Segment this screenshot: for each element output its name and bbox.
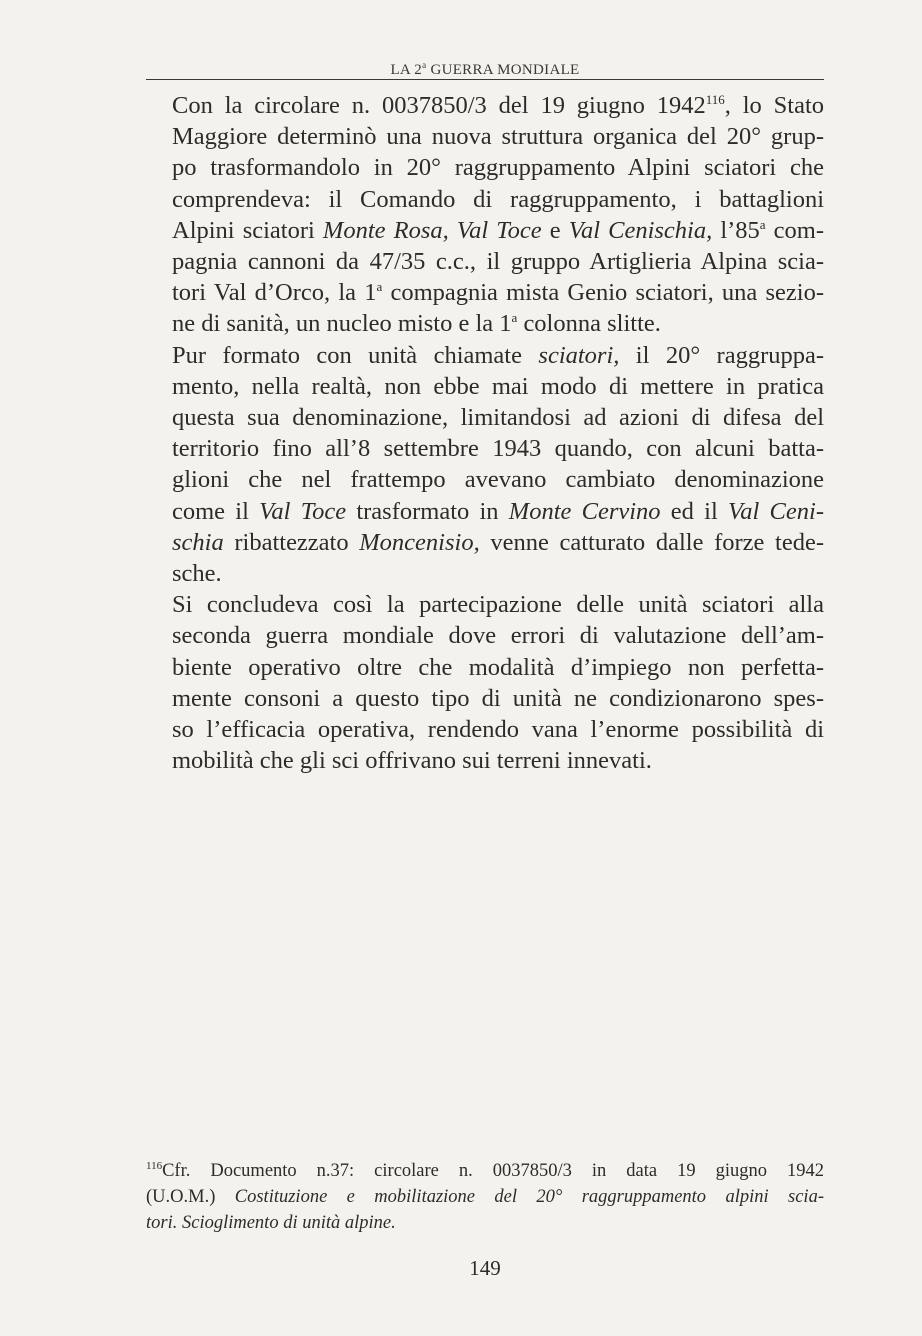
italic-run: Costituzione e mobilitazione del 20° raggruppamento alpini scia-: [234, 1187, 824, 1207]
text-run: venne catturato dalle forze tede-: [479, 528, 824, 556]
text-run: ribattezzato: [223, 528, 360, 556]
text-run: colonna slitte.: [517, 310, 661, 338]
ordinal-sup: a: [759, 216, 766, 232]
text-run: ed il: [660, 497, 728, 525]
text-line: po trasformandolo in 20° raggruppamento Alpini sciatori che: [172, 154, 824, 182]
text-line: sche.: [172, 560, 222, 588]
paragraph-1: [146, 90, 824, 340]
running-head: [146, 60, 824, 79]
text-line: [146, 340, 824, 371]
text-run: com-: [765, 216, 825, 244]
running-head-sup: a: [422, 60, 427, 70]
text-run: ne di sanità, un nucleo misto e la 1: [172, 310, 512, 338]
text-run: come il: [172, 497, 260, 525]
italic-run: Val Toce: [456, 216, 542, 244]
running-head-pre: LA 2: [390, 62, 423, 78]
paragraph-2: [146, 340, 824, 590]
italic-run: Val Ceni-: [728, 497, 824, 525]
italic-run: tori. Scioglimento di unità alpine.: [146, 1213, 396, 1233]
text-run: , lo Stato: [724, 92, 825, 119]
text-line: [146, 277, 824, 308]
text-line: territorio fino all’8 settembre 1943 quando, con alcuni batta-: [172, 435, 824, 463]
paragraph-3: [146, 589, 824, 776]
text-line: seconda guerra mondiale dove errori di valutazione dell’am-: [172, 622, 824, 650]
text-line: Maggiore determinò una nuova struttura organica del 20° grup-: [172, 123, 824, 151]
text-run: tori Val d’Orco, la 1: [172, 279, 377, 307]
footnote-line: [146, 1158, 824, 1184]
italic-run: Val Toce: [259, 497, 347, 525]
text-line: pagnia cannoni da 47/35 c.c., il gruppo Artiglieria Alpina scia-: [172, 248, 824, 276]
text-line: comprendeva: il Comando di raggruppamento, i battaglioni: [172, 185, 824, 213]
text-run: Cfr. Documento n.37: circolare n. 0037850/3 in data 19 giugno 1942: [162, 1161, 824, 1181]
text-run: (U.O.M.): [146, 1187, 235, 1207]
italic-run: schia: [172, 528, 224, 556]
italic-run: Monte Rosa,: [322, 216, 449, 244]
text-run: trasformato in: [346, 497, 509, 525]
italic-run: Moncenisio,: [359, 528, 480, 556]
footnote-line: [146, 1210, 824, 1236]
body-text: [146, 90, 824, 776]
text-run: [449, 217, 457, 244]
italic-run: Monte Cervino: [508, 497, 661, 525]
ordinal-sup: a: [511, 310, 518, 326]
footnote-line: [146, 1184, 824, 1210]
text-line: Si concludeva così la partecipazione delle unità sciatori alla: [172, 591, 824, 619]
running-head-post: GUERRA MONDIALE: [426, 62, 580, 78]
text-line: questa sua denominazione, limitandosi ad azioni di difesa del: [172, 404, 824, 432]
italic-run: Val Cenischia,: [568, 216, 713, 244]
text-line: [146, 90, 824, 121]
footnote-number: 116: [146, 1159, 163, 1172]
footnote-ref: 116: [705, 91, 725, 107]
text-line: [146, 527, 824, 558]
italic-run: sciatori,: [538, 341, 620, 369]
text-run: e: [541, 216, 569, 244]
text-run: Con la circolare n. 0037850/3 del 19 giugno 1942: [172, 92, 706, 119]
text-line: [146, 215, 824, 246]
footnote: [146, 1158, 824, 1236]
text-run: il 20° raggruppa-: [619, 341, 825, 369]
text-line: biente operativo oltre che modalità d’impiego non perfetta-: [172, 653, 824, 681]
text-line: [146, 308, 824, 339]
header-rule: [146, 79, 824, 80]
text-line: [146, 496, 824, 527]
page-number: 149: [469, 1256, 501, 1280]
text-line: mento, nella realtà, non ebbe mai modo di mettere in pratica: [172, 372, 824, 400]
text-line: mente consoni a questo tipo di unità ne condizionarono spes-: [172, 684, 824, 712]
text-line: mobilità che gli sci offrivano sui terreni innevati.: [172, 747, 652, 775]
text-run: Pur formato con unità chiamate: [172, 341, 539, 369]
text-run: Alpini sciatori: [172, 216, 323, 244]
text-line: glioni che nel frattempo avevano cambiato denominazione: [172, 466, 824, 494]
text-line: so l’efficacia operativa, rendendo vana l’enorme possibilità di: [172, 716, 824, 744]
ordinal-sup: a: [376, 279, 383, 295]
text-run: l’85: [712, 216, 760, 244]
text-run: compagnia mista Genio sciatori, una sezio-: [382, 279, 824, 307]
